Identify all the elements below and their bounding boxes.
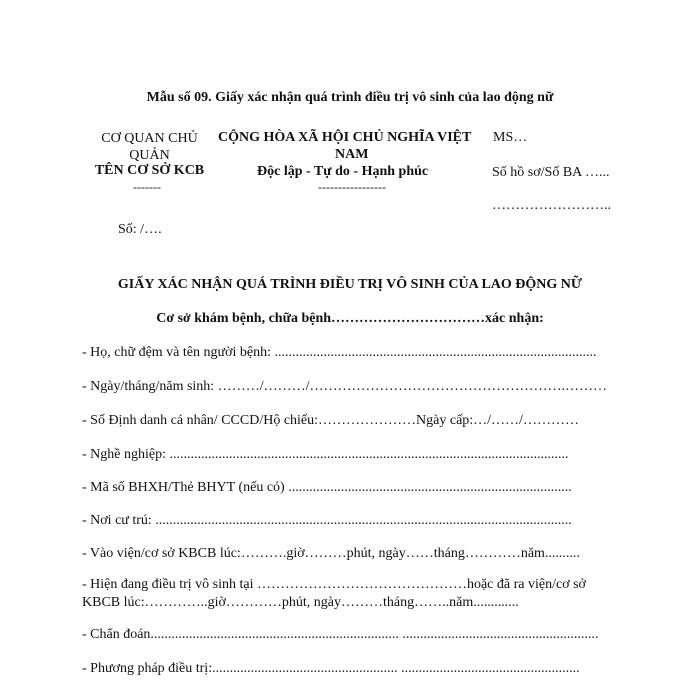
admission-time-field: - Vào viện/cơ sở KBCB lúc:……….giờ………phút, ngày……tháng…………năm.......... <box>82 546 580 561</box>
center-divider: ----------------- <box>318 180 386 194</box>
document-number: Số: /…. <box>118 222 162 237</box>
id-number-field: - Số Định danh cá nhân/ CCCD/Hộ chiếu:…………………Ngày cấp:…/……/………… <box>82 413 579 428</box>
record-number-blank: …………………….. <box>492 198 611 213</box>
occupation-field: - Nghề nghiệp: .................................................................................................................. <box>82 447 569 462</box>
confirming-facility-line: Cơ sở khám bệnh, chữa bệnh……………………………xác nhận: <box>156 311 544 326</box>
facility-name: TÊN CƠ SỞ KCB <box>94 163 205 178</box>
patient-name-field: - Họ, chữ đệm và tên người bệnh: ............................................................................................ <box>82 345 597 360</box>
national-title-line2: NAM <box>335 147 369 162</box>
insurance-number-field: - Mã số BHXH/Thẻ BHYT (nếu có) ................................................................................. <box>82 480 572 495</box>
record-number-label: Số hồ sơ/Số BA …... <box>492 165 610 180</box>
treatment-location-field: - Hiện đang điều trị vô sinh tại ………………………………………hoặc đã ra viện/cơ sở KBCB lúc:…………..giờ…………phút, ngày………tháng……..năm............. <box>82 577 586 610</box>
national-title-line1: CỘNG HÒA XÃ HỘI CHỦ NGHĨA VIỆT <box>218 130 472 145</box>
treatment-method-field: - Phương pháp điều trị:..................................................... ................................................... <box>82 661 580 676</box>
agency-name: CƠ QUAN CHỦ QUẢN <box>101 131 198 163</box>
form-number-title: Mẫu số 09. Giấy xác nhận quá trình điều trị vô sinh của lao động nữ <box>146 90 554 105</box>
national-motto: Độc lập - Tự do - Hạnh phúc <box>257 164 429 179</box>
left-divider: ------- <box>133 180 161 194</box>
residence-field: - Nơi cư trú: ....................................................................................................................... <box>82 513 572 528</box>
birth-date-field: - Ngày/tháng/năm sinh: ………/………/……………………………………………….……… <box>82 379 607 394</box>
form-code: MS… <box>493 130 528 145</box>
diagnosis-field: - Chẩn đoán....................................................................... ........................................................ <box>82 627 599 642</box>
document-title: GIẤY XÁC NHẬN QUÁ TRÌNH ĐIỀU TRỊ VÔ SINH CỦA LAO ĐỘNG NỮ <box>117 277 583 292</box>
